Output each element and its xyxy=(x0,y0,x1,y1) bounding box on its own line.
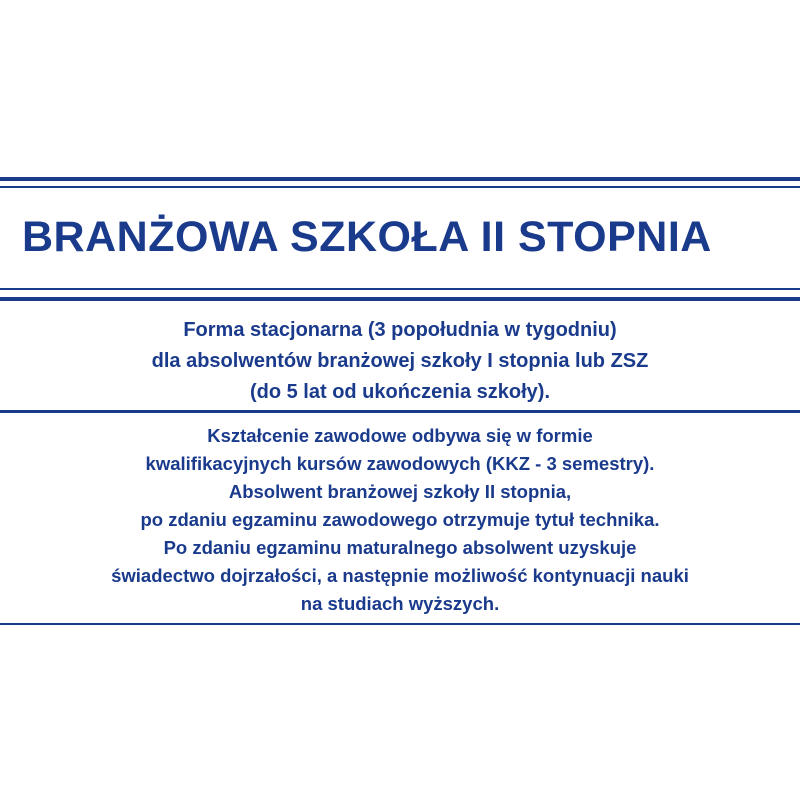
form-line: Forma stacjonarna (3 popołudnia w tygodniu) xyxy=(183,319,617,341)
info-line: Po zdaniu egzaminu maturalnego absolwent uzyskuje xyxy=(163,537,637,558)
section-divider xyxy=(0,410,800,413)
form-section xyxy=(0,315,800,408)
form-line: (do 5 lat od ukończenia szkoły). xyxy=(249,381,551,403)
info-line: po zdaniu egzaminu zawodowego otrzymuje tytuł technika. xyxy=(140,509,660,530)
info-line: kwalifikacyjnych kursów zawodowych (KKZ - 3 semestry). xyxy=(145,453,655,474)
info-line: na studiach wyższych. xyxy=(300,593,500,614)
title-border-thin xyxy=(0,288,800,290)
top-border-thick xyxy=(0,177,800,181)
info-line: Absolwent branżowej szkoły II stopnia, xyxy=(228,481,572,502)
info-line: Kształcenie zawodowe odbywa się w formie xyxy=(207,425,593,446)
form-line: dla absolwentów branżowej szkoły I stopnia lub ZSZ xyxy=(151,350,649,372)
bottom-border xyxy=(0,623,800,625)
title-border-thick xyxy=(0,297,800,301)
info-section xyxy=(0,422,800,618)
top-border-thin xyxy=(0,186,800,188)
info-line: świadectwo dojrzałości, a następnie możliwość kontynuacji nauki xyxy=(111,565,689,586)
page-title: BRANŻOWA SZKOŁA II STOPNIA xyxy=(22,213,712,261)
